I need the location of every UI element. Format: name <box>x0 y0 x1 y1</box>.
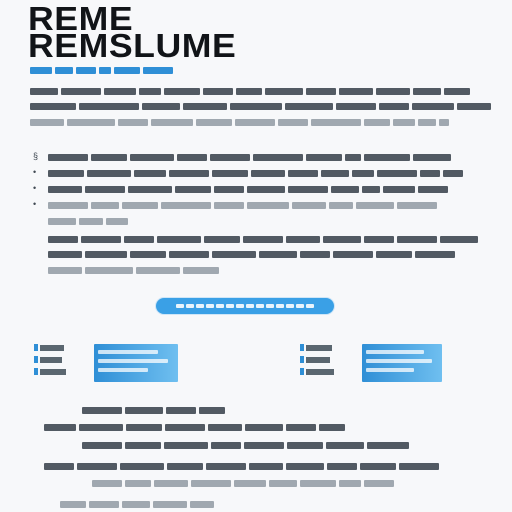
paragraph-line <box>48 235 478 243</box>
title-line-1: REME <box>28 0 134 37</box>
list-item-line <box>48 201 437 209</box>
stat-panel-right <box>300 344 442 384</box>
list-item-line <box>48 217 128 225</box>
paragraph-line <box>48 250 455 258</box>
intro-line-2 <box>30 102 491 110</box>
list-item-line <box>48 169 463 177</box>
intro-line-3 <box>30 118 449 126</box>
footer-heading-line <box>82 406 225 414</box>
bullet-marker: • <box>33 199 37 209</box>
bullet-marker: § <box>33 151 39 161</box>
footer-text-line <box>44 462 439 470</box>
footer-text-line <box>82 441 409 449</box>
footer-text-line <box>60 500 214 508</box>
stat-bar-text <box>98 350 168 372</box>
action-button-label <box>176 304 314 308</box>
stat-panel-left <box>34 344 180 384</box>
bullet-marker: • <box>33 183 37 193</box>
list-item-line <box>48 153 451 161</box>
intro-line-1 <box>30 87 470 95</box>
bullet-marker: • <box>33 167 37 177</box>
title-line-2: REMSLUME <box>28 27 237 64</box>
subtitle-bar <box>30 67 173 74</box>
footer-text-line <box>44 423 345 431</box>
list-item-line <box>48 185 448 193</box>
footer-text-line <box>92 479 394 487</box>
stat-bar-text <box>366 350 432 372</box>
action-button[interactable] <box>156 298 334 314</box>
stat-labels <box>34 344 66 375</box>
paragraph-line <box>48 266 219 274</box>
stat-labels <box>300 344 334 375</box>
